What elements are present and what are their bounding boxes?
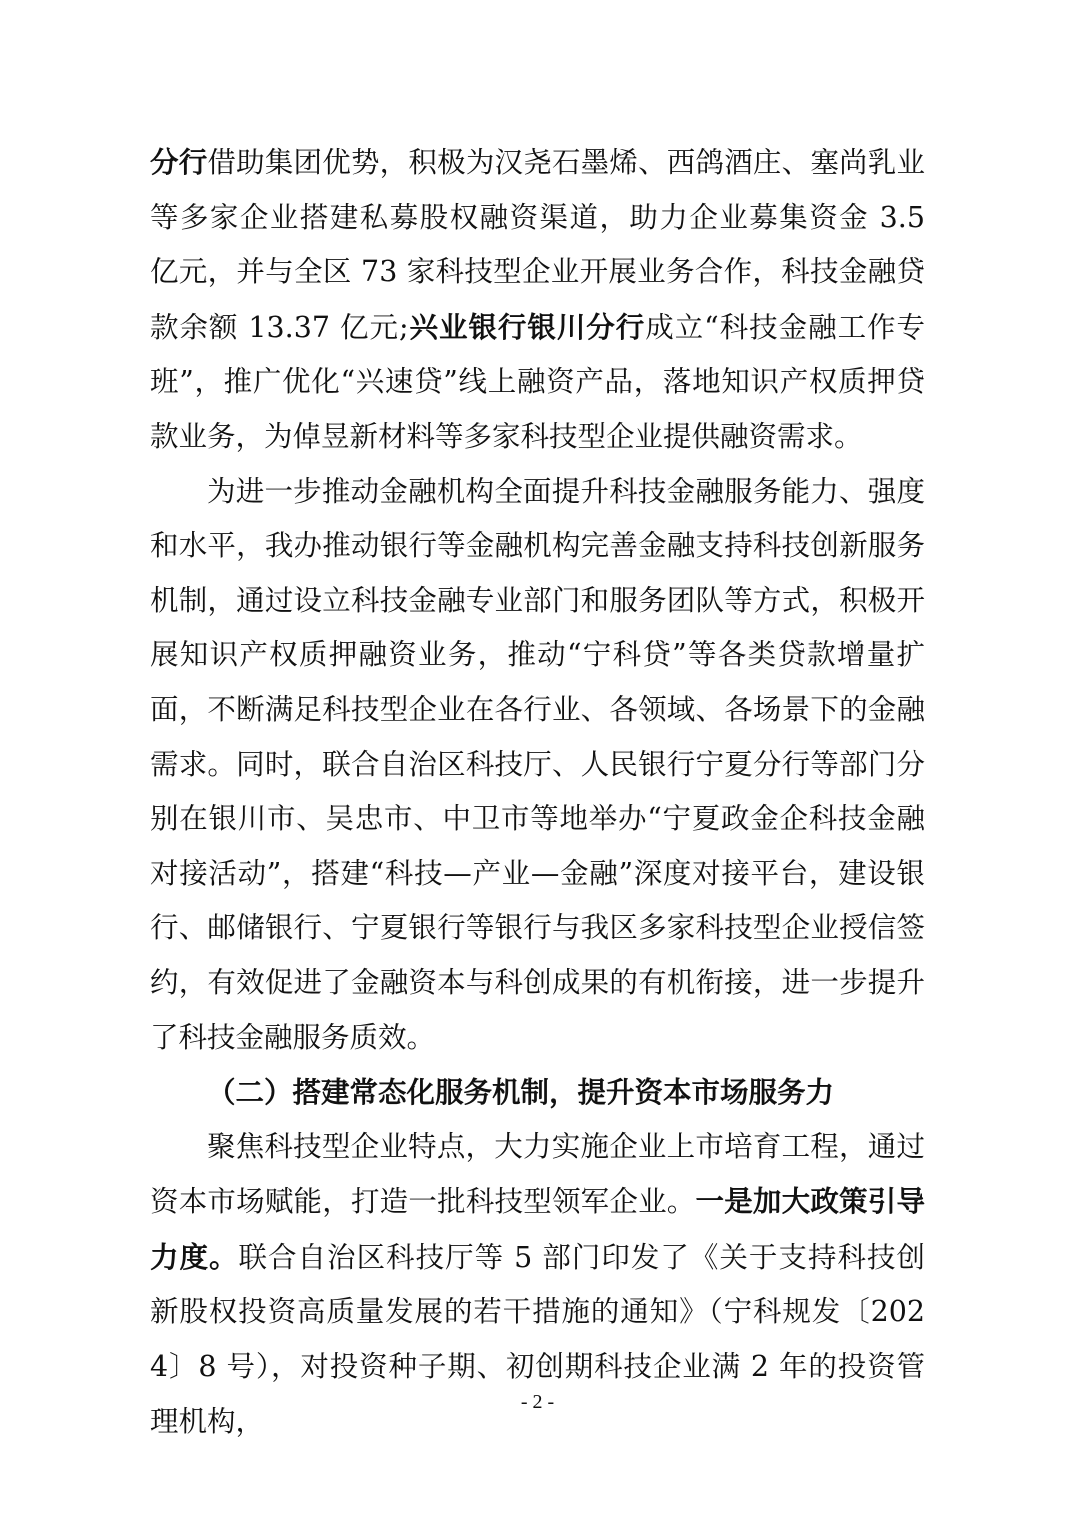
text-run: 借助集团优势，积极为汉尧石墨烯、西鸽酒庄、塞尚乳业等多家企业搭建私募股权融资渠道，助力企业募集资金 3.5 亿元，并与全区 73 家科技型企业开展业务合作，科技金融贷款余额 13.37 亿元;	[150, 146, 925, 344]
page-number: - 2 -	[520, 1391, 555, 1413]
paragraph-1	[150, 135, 925, 465]
section-heading: （二）搭建常态化服务机制，提升资本市场服务力	[207, 1075, 835, 1110]
document-body	[150, 135, 925, 1449]
text-run: 成立“科技金融工作专班”，推广优化“兴速贷”线上融资产品，落地知识产权质押贷款业务，为倬昱新材料等多家科技型企业提供融资需求。	[150, 310, 925, 453]
bold-run-bank-name: 兴业银行银川分行	[408, 309, 646, 344]
bold-run-point-one: 一是加大政策引导力度。	[150, 1184, 925, 1274]
bold-run-branch: 分行	[150, 145, 208, 179]
text-run: 联合自治区科技厅等 5 部门印发了《关于支持科技创新股权投资高质量发展的若干措施的通知》（宁科规发〔2024〕8 号），对投资种子期、初创期科技企业满 2 年的投资管理机构，	[150, 1240, 925, 1438]
paragraph-2: 为进一步推动金融机构全面提升科技金融服务能力、强度和水平，我办推动银行等金融机构完善金融支持科技创新服务机制，通过设立科技金融专业部门和服务团队等方式，积极开展知识产权质押融资业务，推动“宁科贷”等各类贷款增量扩面，不断满足科技型企业在各行业、各领域、各场景下的金融需求。同时，联合自治区科技厅、人民银行宁夏分行等部门分别在银川市、吴忠市、中卫市等地举办“宁夏政金企科技金融对接活动”，搭建“科技—产业—金融”深度对接平台，建设银行、邮储银行、宁夏银行等银行与我区多家科技型企业授信签约，有效促进了金融资本与科创成果的有机衔接，进一步提升了科技金融服务质效。	[150, 474, 925, 1054]
text-run: 聚焦科技型企业特点，大力实施企业上市培育工程，通过资本市场赋能，打造一批科技型领军企业。	[150, 1129, 925, 1219]
